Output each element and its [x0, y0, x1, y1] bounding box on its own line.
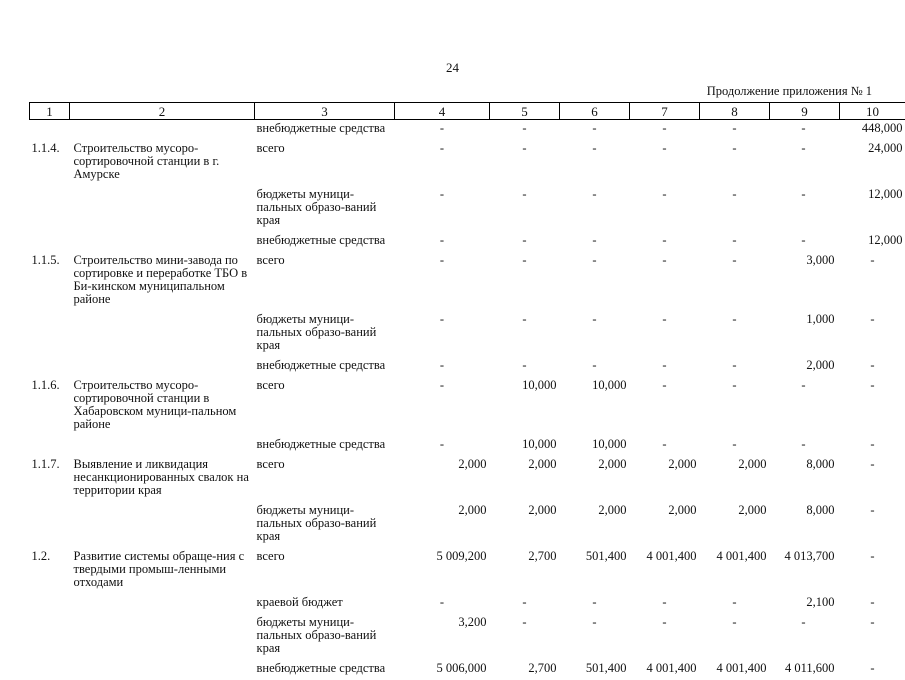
value-col-10: - — [840, 548, 905, 594]
table-row — [30, 456, 905, 502]
table-row — [30, 594, 905, 614]
value-col-9: - — [770, 186, 840, 232]
funding-source: внебюджетные средства — [255, 660, 395, 680]
value-col-6: - — [560, 232, 630, 252]
value-col-10: - — [840, 311, 905, 357]
value-col-4: - — [395, 357, 490, 377]
funding-source: краевой бюджет — [255, 594, 395, 614]
value-col-8: - — [700, 614, 770, 660]
value-col-9: 8,000 — [770, 456, 840, 502]
funding-source: внебюджетные средства — [255, 120, 395, 141]
value-col-8: - — [700, 377, 770, 436]
value-col-9: 1,000 — [770, 311, 840, 357]
value-col-10: - — [840, 614, 905, 660]
value-col-9: 2,000 — [770, 357, 840, 377]
funding-source: всего — [255, 140, 395, 186]
value-col-6: 10,000 — [560, 377, 630, 436]
item-code — [30, 436, 70, 456]
value-col-7: - — [630, 377, 700, 436]
funding-source: всего — [255, 377, 395, 436]
value-col-8: - — [700, 357, 770, 377]
value-col-10: - — [840, 252, 905, 311]
value-col-10: - — [840, 357, 905, 377]
value-col-4: 3,200 — [395, 614, 490, 660]
value-col-7: - — [630, 357, 700, 377]
value-col-9: - — [770, 140, 840, 186]
value-col-8: - — [700, 252, 770, 311]
value-col-10: - — [840, 594, 905, 614]
value-col-4: - — [395, 311, 490, 357]
table-row — [30, 120, 905, 141]
table-row — [30, 140, 905, 186]
item-code — [30, 614, 70, 660]
item-code — [30, 502, 70, 548]
value-col-6: - — [560, 311, 630, 357]
value-col-9: - — [770, 120, 840, 141]
value-col-9: 4 013,700 — [770, 548, 840, 594]
value-col-7: 2,000 — [630, 456, 700, 502]
value-col-4: - — [395, 252, 490, 311]
value-col-8: 2,000 — [700, 456, 770, 502]
value-col-10: - — [840, 436, 905, 456]
header-cell-2: 2 — [70, 103, 255, 120]
value-col-6: - — [560, 614, 630, 660]
item-code: 1.2. — [30, 548, 70, 594]
value-col-4: - — [395, 120, 490, 141]
table-row — [30, 311, 905, 357]
value-col-8: - — [700, 436, 770, 456]
value-col-8: - — [700, 140, 770, 186]
header-row — [30, 103, 905, 120]
value-col-5: - — [490, 120, 560, 141]
item-code: 1.1.7. — [30, 456, 70, 502]
funding-source: бюджеты муници-пальных образо-ваний края — [255, 502, 395, 548]
value-col-5: - — [490, 232, 560, 252]
value-col-7: - — [630, 140, 700, 186]
table-row — [30, 502, 905, 548]
header-cell-6: 6 — [560, 103, 630, 120]
header-cell-5: 5 — [490, 103, 560, 120]
item-code: 1.1.4. — [30, 140, 70, 186]
value-col-7: - — [630, 594, 700, 614]
value-col-4: 5 006,000 — [395, 660, 490, 680]
value-col-4: - — [395, 594, 490, 614]
header-cell-7: 7 — [630, 103, 700, 120]
value-col-4: - — [395, 232, 490, 252]
value-col-7: - — [630, 436, 700, 456]
item-name: Строительство мусоро-сортировочной станции в г. Амурске — [70, 140, 255, 186]
value-col-4: - — [395, 436, 490, 456]
value-col-5: 10,000 — [490, 436, 560, 456]
value-col-6: 2,000 — [560, 502, 630, 548]
value-col-5: 2,700 — [490, 548, 560, 594]
value-col-10: 12,000 — [840, 186, 905, 232]
header-cell-9: 9 — [770, 103, 840, 120]
item-name: Выявление и ликвидация несанкционированных свалок на территории края — [70, 456, 255, 502]
item-name: Развитие системы обраще-ния с твердыми промыш-ленными отходами — [70, 548, 255, 594]
value-col-4: - — [395, 140, 490, 186]
item-code: 1.1.5. — [30, 252, 70, 311]
table-row — [30, 660, 905, 680]
value-col-6: - — [560, 140, 630, 186]
value-col-10: - — [840, 502, 905, 548]
table-row — [30, 357, 905, 377]
value-col-5: 2,000 — [490, 456, 560, 502]
value-col-8: - — [700, 120, 770, 141]
value-col-5: - — [490, 357, 560, 377]
value-col-8: 2,000 — [700, 502, 770, 548]
item-name — [70, 614, 255, 660]
value-col-7: - — [630, 120, 700, 141]
item-code — [30, 357, 70, 377]
value-col-8: - — [700, 232, 770, 252]
item-name — [70, 232, 255, 252]
funding-source: всего — [255, 252, 395, 311]
funding-source: бюджеты муници-пальных образо-ваний края — [255, 614, 395, 660]
item-name — [70, 186, 255, 232]
value-col-5: 2,000 — [490, 502, 560, 548]
funding-source: внебюджетные средства — [255, 232, 395, 252]
value-col-4: - — [395, 186, 490, 232]
value-col-6: - — [560, 252, 630, 311]
item-name — [70, 502, 255, 548]
item-code — [30, 120, 70, 141]
funding-source: бюджеты муници-пальных образо-ваний края — [255, 186, 395, 232]
table-row — [30, 436, 905, 456]
value-col-4: - — [395, 377, 490, 436]
value-col-5: - — [490, 186, 560, 232]
item-name — [70, 594, 255, 614]
value-col-10: - — [840, 660, 905, 680]
value-col-8: - — [700, 594, 770, 614]
item-code — [30, 660, 70, 680]
value-col-4: 2,000 — [395, 456, 490, 502]
value-col-5: - — [490, 140, 560, 186]
table-row — [30, 377, 905, 436]
value-col-9: - — [770, 614, 840, 660]
header-cell-1: 1 — [30, 103, 70, 120]
value-col-7: - — [630, 186, 700, 232]
value-col-5: 10,000 — [490, 377, 560, 436]
value-col-6: - — [560, 357, 630, 377]
value-col-7: - — [630, 252, 700, 311]
table-row — [30, 252, 905, 311]
item-name: Строительство мусоро-сортировочной станции в Хабаровском муници-пальном районе — [70, 377, 255, 436]
funding-source: всего — [255, 456, 395, 502]
item-code — [30, 186, 70, 232]
table-row — [30, 548, 905, 594]
header-cell-4: 4 — [395, 103, 490, 120]
value-col-6: 501,400 — [560, 548, 630, 594]
appendix-table — [29, 102, 905, 680]
item-name — [70, 357, 255, 377]
value-col-7: - — [630, 614, 700, 660]
value-col-10: - — [840, 377, 905, 436]
funding-source: всего — [255, 548, 395, 594]
value-col-7: - — [630, 232, 700, 252]
table-row — [30, 232, 905, 252]
item-name — [70, 660, 255, 680]
table-row — [30, 186, 905, 232]
value-col-8: 4 001,400 — [700, 548, 770, 594]
value-col-5: - — [490, 614, 560, 660]
value-col-7: 4 001,400 — [630, 548, 700, 594]
item-name — [70, 120, 255, 141]
item-name: Строительство мини-завода по сортировке и переработке ТБО в Би-кинском муниципальном районе — [70, 252, 255, 311]
item-code — [30, 594, 70, 614]
value-col-10: 448,000 — [840, 120, 905, 141]
item-name — [70, 436, 255, 456]
value-col-6: 2,000 — [560, 456, 630, 502]
value-col-6: 501,400 — [560, 660, 630, 680]
value-col-6: - — [560, 594, 630, 614]
value-col-9: - — [770, 232, 840, 252]
value-col-9: - — [770, 436, 840, 456]
value-col-6: - — [560, 120, 630, 141]
funding-source: внебюджетные средства — [255, 436, 395, 456]
value-col-7: 2,000 — [630, 502, 700, 548]
value-col-10: 24,000 — [840, 140, 905, 186]
value-col-4: 5 009,200 — [395, 548, 490, 594]
value-col-7: - — [630, 311, 700, 357]
page-number: 24 — [0, 60, 905, 76]
header-cell-3: 3 — [255, 103, 395, 120]
item-code — [30, 311, 70, 357]
value-col-6: 10,000 — [560, 436, 630, 456]
header-cell-8: 8 — [700, 103, 770, 120]
header-cell-10: 10 — [840, 103, 905, 120]
item-code — [30, 232, 70, 252]
value-col-9: - — [770, 377, 840, 436]
item-code: 1.1.6. — [30, 377, 70, 436]
value-col-8: 4 001,400 — [700, 660, 770, 680]
value-col-4: 2,000 — [395, 502, 490, 548]
value-col-8: - — [700, 186, 770, 232]
value-col-9: 4 011,600 — [770, 660, 840, 680]
value-col-5: - — [490, 252, 560, 311]
item-name — [70, 311, 255, 357]
value-col-9: 8,000 — [770, 502, 840, 548]
value-col-10: 12,000 — [840, 232, 905, 252]
continuation-label: Продолжение приложения № 1 — [707, 84, 872, 99]
value-col-5: 2,700 — [490, 660, 560, 680]
value-col-10: - — [840, 456, 905, 502]
value-col-8: - — [700, 311, 770, 357]
value-col-9: 2,100 — [770, 594, 840, 614]
funding-source: бюджеты муници-пальных образо-ваний края — [255, 311, 395, 357]
funding-source: внебюджетные средства — [255, 357, 395, 377]
table-row — [30, 614, 905, 660]
value-col-7: 4 001,400 — [630, 660, 700, 680]
value-col-6: - — [560, 186, 630, 232]
value-col-5: - — [490, 311, 560, 357]
value-col-9: 3,000 — [770, 252, 840, 311]
value-col-5: - — [490, 594, 560, 614]
